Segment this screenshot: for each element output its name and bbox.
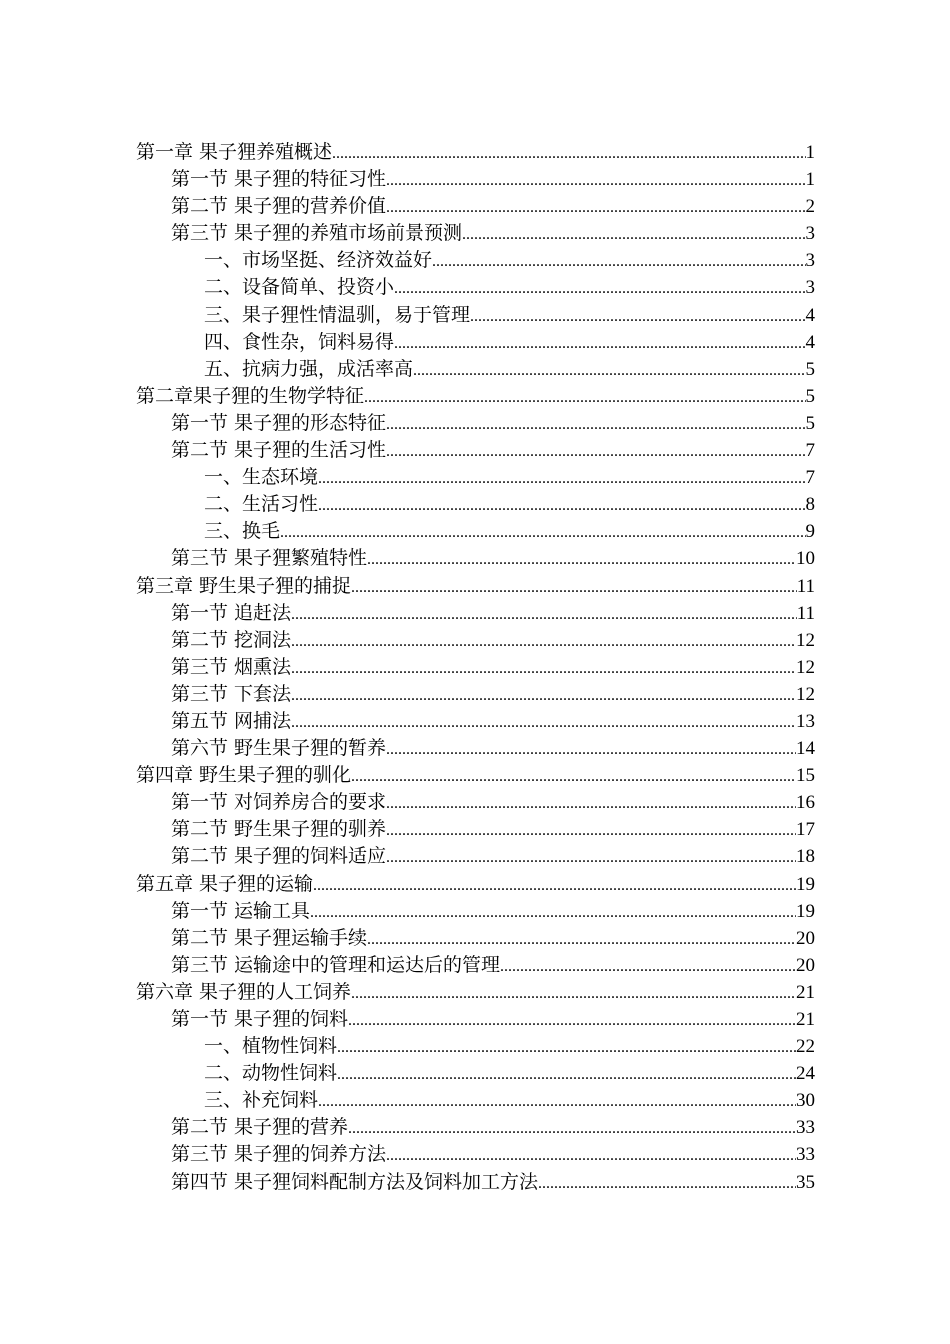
- toc-entry-title: 第四节 果子狸饲料配制方法及饲料加工方法: [171, 1170, 539, 1193]
- toc-entry-page-number: 24: [796, 1063, 815, 1085]
- toc-entry-section[interactable]: [136, 1114, 815, 1141]
- toc-entry-title: 二、生活习性: [204, 493, 319, 516]
- toc-entry-title: 第一节 果子狸的形态特征: [171, 411, 387, 434]
- toc-dot-leader: [462, 221, 805, 248]
- toc-entry-title: 第三章 野生果子狸的捕捉: [136, 574, 352, 597]
- toc-dot-leader: [432, 248, 805, 275]
- toc-dot-leader: [318, 492, 805, 519]
- toc-entry-page-number: 7: [805, 467, 815, 489]
- toc-entry-title: 第五章 果子狸的运输: [136, 872, 314, 895]
- toc-entry-chapter[interactable]: [136, 979, 815, 1006]
- toc-entry-page-number: 17: [796, 819, 815, 841]
- toc-dot-leader: [337, 1061, 796, 1088]
- toc-entry-page-number: 35: [796, 1171, 815, 1193]
- toc-entry-section[interactable]: [136, 898, 815, 925]
- toc-entry-title: 四、食性杂，饲料易得: [204, 330, 395, 353]
- toc-entry-section[interactable]: [136, 1006, 815, 1033]
- toc-dot-leader: [337, 1034, 796, 1061]
- toc-entry-subsection[interactable]: [136, 518, 815, 545]
- toc-entry-title: 第一章 果子狸养殖概述: [136, 141, 333, 163]
- toc-dot-leader: [386, 817, 796, 844]
- toc-dot-leader: [310, 899, 796, 926]
- toc-dot-leader: [394, 275, 805, 302]
- toc-entry-chapter[interactable]: [136, 383, 815, 410]
- toc-entry-page-number: 20: [796, 927, 815, 949]
- toc-entry-page-number: 2: [805, 196, 815, 218]
- toc-entry-page-number: 33: [796, 1117, 815, 1139]
- toc-entry-page-number: 3: [805, 277, 815, 299]
- toc-entry-section[interactable]: [136, 193, 815, 220]
- toc-entry-title: 二、动物性饲料: [204, 1062, 338, 1085]
- toc-dot-leader: [386, 411, 805, 438]
- toc-dot-leader: [318, 1088, 796, 1115]
- toc-entry-section[interactable]: [136, 816, 815, 843]
- toc-entry-page-number: 12: [796, 683, 815, 705]
- toc-entry-section[interactable]: [136, 600, 815, 627]
- toc-entry-title: 第一节 对饲养房合的要求: [171, 791, 387, 814]
- toc-dot-leader: [386, 438, 805, 465]
- toc-dot-leader: [413, 357, 805, 384]
- toc-entry-title: 第五节 网捕法: [171, 709, 292, 732]
- toc-entry-title: 第一节 运输工具: [171, 899, 311, 922]
- toc-entry-chapter[interactable]: [136, 139, 815, 166]
- toc-entry-title: 第二节 果子狸的饲料适应: [171, 845, 387, 868]
- toc-entry-title: 二、设备简单、投资小: [204, 276, 395, 299]
- toc-entry-subsection[interactable]: [136, 247, 815, 274]
- toc-entry-subsection[interactable]: [136, 302, 815, 329]
- toc-entry-page-number: 14: [796, 738, 815, 760]
- toc-dot-leader: [386, 1142, 796, 1169]
- toc-entry-page-number: 16: [796, 792, 815, 814]
- toc-entry-title: 第三节 下套法: [171, 682, 292, 705]
- toc-entry-title: 第三节 果子狸的养殖市场前景预测: [171, 222, 463, 245]
- toc-entry-title: 第二节 野生果子狸的驯养: [171, 818, 387, 841]
- toc-dot-leader: [364, 384, 805, 411]
- toc-entry-page-number: 7: [805, 440, 815, 462]
- toc-entry-title: 第三节 果子狸的饲养方法: [171, 1143, 387, 1166]
- toc-entry-page-number: 22: [796, 1036, 815, 1058]
- toc-dot-leader: [386, 790, 796, 817]
- toc-entry-title: 三、果子狸性情温驯，易于管理: [204, 303, 471, 326]
- toc-entry-chapter[interactable]: [136, 573, 815, 600]
- toc-dot-leader: [386, 844, 796, 871]
- toc-entry-title: 第六章 果子狸的人工饲养: [136, 980, 352, 1003]
- toc-entry-subsection[interactable]: [136, 1060, 815, 1087]
- toc-entry-title: 第三节 烟熏法: [171, 655, 292, 678]
- toc-entry-section[interactable]: [136, 654, 815, 681]
- toc-entry-page-number: 21: [796, 981, 815, 1003]
- toc-dot-leader: [291, 655, 796, 682]
- toc-entry-chapter[interactable]: [136, 762, 815, 789]
- toc-entry-page-number: 11: [796, 602, 815, 624]
- toc-entry-title: 一、生态环境: [204, 466, 319, 489]
- toc-entry-section[interactable]: [136, 789, 815, 816]
- toc-dot-leader: [470, 303, 805, 330]
- toc-entry-page-number: 8: [805, 494, 815, 516]
- toc-dot-leader: [291, 709, 796, 736]
- toc-dot-leader: [351, 763, 796, 790]
- toc-entry-subsection[interactable]: [136, 329, 815, 356]
- toc-dot-leader: [538, 1170, 796, 1197]
- toc-entry-title: 三、换毛: [204, 520, 281, 543]
- toc-entry-page-number: 1: [805, 142, 815, 163]
- toc-entry-page-number: 3: [805, 250, 815, 272]
- toc-dot-leader: [332, 140, 805, 167]
- toc-dot-leader: [386, 736, 796, 763]
- toc-entry-page-number: 4: [805, 304, 815, 326]
- toc-entry-page-number: 10: [796, 548, 815, 570]
- toc-entry-section[interactable]: [136, 410, 815, 437]
- toc-dot-leader: [348, 1115, 796, 1142]
- toc-entry-title: 一、植物性饲料: [204, 1035, 338, 1058]
- table-of-contents: [136, 139, 815, 1196]
- toc-entry-title: 第二章果子狸的生物学特征: [136, 384, 365, 407]
- toc-entry-section[interactable]: [136, 1169, 815, 1196]
- toc-entry-title: 第一节 追赶法: [171, 601, 292, 624]
- toc-entry-section[interactable]: [136, 952, 815, 979]
- toc-entry-title: 第三节 运输途中的管理和运达后的管理: [171, 953, 501, 976]
- toc-entry-page-number: 12: [796, 656, 815, 678]
- toc-dot-leader: [386, 194, 805, 221]
- toc-entry-title: 第二节 果子狸的营养价值: [171, 195, 387, 218]
- toc-entry-section[interactable]: [136, 681, 815, 708]
- toc-entry-section[interactable]: [136, 545, 815, 572]
- toc-entry-title: 三、补充饲料: [204, 1089, 319, 1112]
- toc-entry-title: 第三节 果子狸繁殖特性: [171, 547, 368, 570]
- toc-dot-leader: [348, 1007, 796, 1034]
- toc-entry-title: 第二节 果子狸的生活习性: [171, 439, 387, 462]
- toc-entry-page-number: 19: [796, 873, 815, 895]
- toc-dot-leader: [500, 953, 796, 980]
- toc-entry-title: 一、市场坚挺、经济效益好: [204, 249, 433, 272]
- toc-dot-leader: [367, 546, 796, 573]
- toc-entry-page-number: 1: [805, 169, 815, 191]
- toc-dot-leader: [280, 519, 805, 546]
- toc-dot-leader: [318, 465, 805, 492]
- toc-entry-page-number: 15: [796, 765, 815, 787]
- toc-entry-page-number: 30: [796, 1090, 815, 1112]
- toc-entry-subsection[interactable]: [136, 356, 815, 383]
- toc-entry-page-number: 12: [796, 629, 815, 651]
- toc-entry-chapter[interactable]: [136, 871, 815, 898]
- toc-entry-page-number: 20: [796, 954, 815, 976]
- toc-dot-leader: [313, 872, 796, 899]
- toc-dot-leader: [386, 167, 805, 194]
- toc-dot-leader: [351, 980, 796, 1007]
- toc-entry-section[interactable]: [136, 220, 815, 247]
- toc-entry-title: 第四章 野生果子狸的驯化: [136, 764, 352, 787]
- toc-dot-leader: [367, 926, 796, 953]
- toc-entry-subsection[interactable]: [136, 1087, 815, 1114]
- toc-entry-section[interactable]: [136, 708, 815, 735]
- toc-entry-title: 第六节 野生果子狸的暂养: [171, 737, 387, 760]
- toc-entry-page-number: 3: [805, 223, 815, 245]
- toc-entry-page-number: 11: [796, 575, 815, 597]
- toc-dot-leader: [291, 628, 796, 655]
- toc-entry-page-number: 18: [796, 846, 815, 868]
- toc-dot-leader: [351, 574, 797, 601]
- toc-dot-leader: [291, 682, 796, 709]
- toc-entry-section[interactable]: [136, 735, 815, 762]
- toc-entry-section[interactable]: [136, 627, 815, 654]
- toc-entry-title: 五、抗病力强，成活率高: [204, 357, 414, 380]
- toc-entry-section[interactable]: [136, 843, 815, 870]
- toc-entry-section[interactable]: [136, 437, 815, 464]
- toc-entry-section[interactable]: [136, 925, 815, 952]
- toc-dot-leader: [394, 330, 805, 357]
- toc-entry-subsection[interactable]: [136, 1033, 815, 1060]
- toc-entry-title: 第二节 果子狸的营养: [171, 1116, 349, 1139]
- toc-entry-title: 第一节 果子狸的饲料: [171, 1008, 349, 1030]
- toc-entry-subsection[interactable]: [136, 274, 815, 301]
- toc-entry-title: 第一节 果子狸的特征习性: [171, 168, 387, 191]
- toc-entry-section[interactable]: [136, 1141, 815, 1168]
- toc-entry-subsection[interactable]: [136, 464, 815, 491]
- toc-entry-page-number: 5: [805, 385, 815, 407]
- toc-entry-page-number: 5: [805, 412, 815, 434]
- toc-entry-page-number: 9: [805, 521, 815, 543]
- toc-entry-page-number: 4: [805, 331, 815, 353]
- toc-entry-subsection[interactable]: [136, 491, 815, 518]
- toc-entry-title: 第二节 挖洞法: [171, 628, 292, 651]
- toc-dot-leader: [291, 601, 797, 628]
- toc-entry-page-number: 5: [805, 358, 815, 380]
- toc-entry-page-number: 19: [796, 900, 815, 922]
- toc-entry-page-number: 33: [796, 1144, 815, 1166]
- toc-entry-page-number: 13: [796, 710, 815, 732]
- toc-entry-section[interactable]: [136, 166, 815, 193]
- toc-entry-page-number: 21: [796, 1009, 815, 1030]
- toc-entry-title: 第二节 果子狸运输手续: [171, 926, 368, 949]
